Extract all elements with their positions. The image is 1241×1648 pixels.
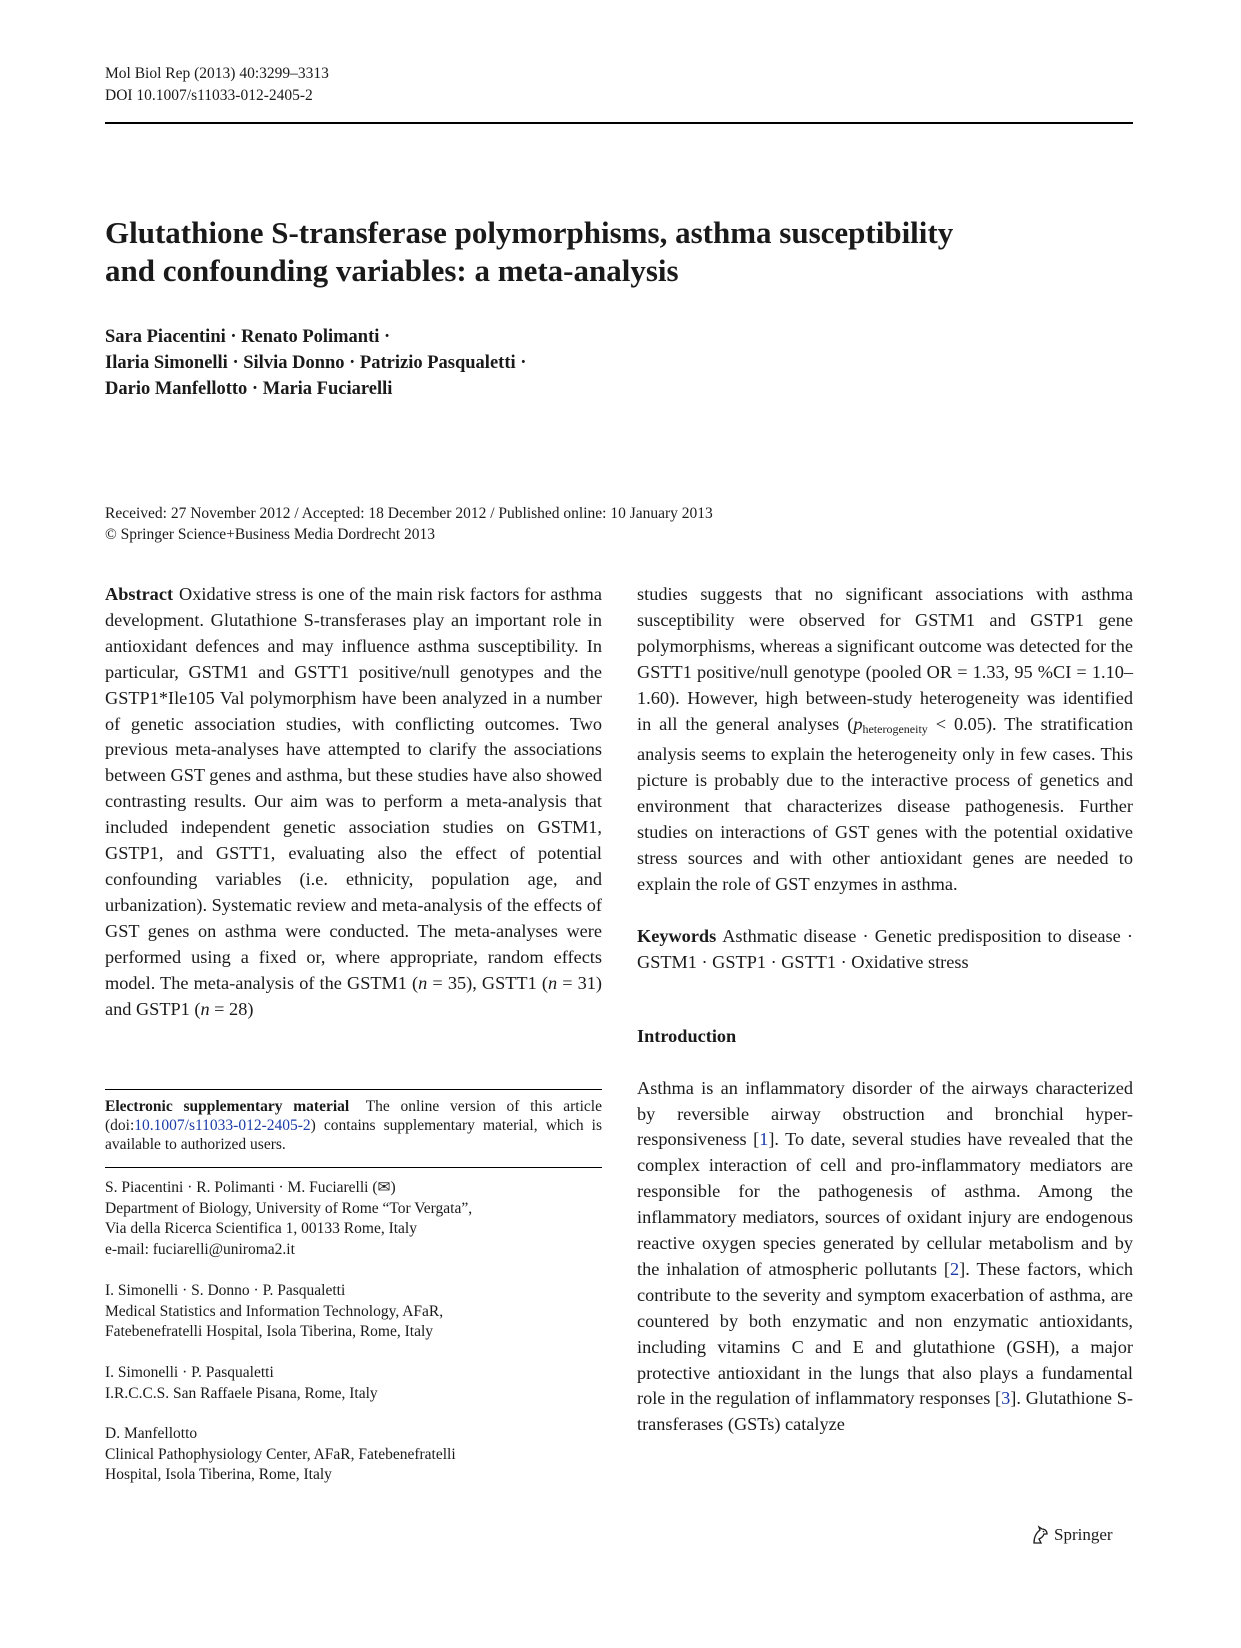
publisher-name: Springer xyxy=(1054,1525,1113,1544)
keywords-paragraph xyxy=(637,924,1133,976)
affiliation-names: S. Piacentini · R. Polimanti · M. Fuciarelli (✉) xyxy=(105,1179,396,1196)
abstract-continuation xyxy=(637,582,1133,898)
title-line-2: and confounding variables: a meta-analysis xyxy=(105,253,679,288)
abstract-text-left: Oxidative stress is one of the main risk factors for asthma development. Glutathione S-transferases play an important role in antioxidant defences and may influence asthma susceptibility. In particular, GSTM1 and GSTT1 positive/null genotypes and the GSTP1*Ile105 Val polymorphism have been analyzed in a number of genetic association studies, with conflicting outcomes. Two previous meta-analyses have attempted to clarify the associations between GST genes and asthma, but these studies have also showed contrasting results. Our aim was to perform a meta-analysis that included independent genetic association studies on GSTM1, GSTP1, and GSTT1, evaluating also the effect of potential confounding variables (i.e. ethnicity, population age, and urbanization). Systematic review and meta-analysis of the effects of GST genes on asthma were conducted. The meta-analyses were performed using a fixed or, where appropriate, random effects model. The meta-analysis of the xyxy=(105,584,602,993)
affiliation-line: Fatebenefratelli Hospital, Isola Tiberina, Rome, Italy xyxy=(105,1323,434,1340)
abstract-paragraph xyxy=(105,582,602,1022)
affiliation-line: I.R.C.C.S. San Raffaele Pisana, Rome, Italy xyxy=(105,1384,378,1402)
intro-text-1: Asthma is an inflammatory disorder of the airways characterized by reversible airway obstruction and bronchial hyper-responsiveness [ xyxy=(637,1077,1133,1150)
supplementary-text-before: The online version of this article (doi: xyxy=(105,1098,602,1134)
affiliation-line: Department of Biology, University of Rome “Tor Vergata”, xyxy=(105,1199,473,1217)
springer-logo xyxy=(1031,1525,1113,1545)
affiliation-names: I. Simonelli · P. Pasqualetti xyxy=(105,1364,274,1381)
affiliation-rule xyxy=(105,1167,602,1168)
p-subscript: heterogeneity xyxy=(862,721,928,736)
authors-line-3: Dario Manfellotto · Maria Fuciarelli xyxy=(105,379,393,399)
header-rule xyxy=(105,122,1133,124)
affiliation-email[interactable]: e-mail: fuciarelli@uniroma2.it xyxy=(105,1240,295,1258)
intro-text-2: ]. To date, several studies have revealed that the complex interaction of cell and pro-inflammatory mediators are responsible for the pathogenesis of asthma. Among the inflammatory mediators, sources of oxidant injury are endogenous reactive oxygen species generated by cellular metabolism and by the inhalation of atmospheric pollutants [ xyxy=(637,1129,1133,1279)
supplementary-text-after: ) contains supplementary material, which is available to authorized users. xyxy=(105,1117,602,1153)
keywords-label: Keywords xyxy=(637,925,717,946)
citation-link[interactable]: 3 xyxy=(1001,1388,1011,1409)
introduction-heading: Introduction xyxy=(637,1025,737,1046)
abstract-text-right-1: studies suggests that no significant associations with asthma susceptibility were observed for GSTM1 and GSTP1 gene polymorphisms, whereas a significant outcome was detected for the GSTT1 positive/null genotype (pooled OR = 1.33, 95 %CI = 1.10–1.60). However, high between-study heterogeneity was identified in all the general analyses ( xyxy=(637,584,1133,734)
author-list xyxy=(105,324,805,402)
intro-text-4: ]. Glutathione S-transferases (GSTs) catalyze xyxy=(637,1388,1133,1435)
abstract-text-right-2: < 0.05). The stratification analysis seems to explain the heterogeneity only in few cases. This picture is probably due to the interactive process of genetics and environment that characterizes disease pathogenesis. Further studies on interactions of GST genes with the potential oxidative stress sources and with other antioxidant genes are needed to explain the role of GST enzymes in asthma. xyxy=(637,713,1133,894)
doi-line: DOI 10.1007/s11033-012-2405-2 xyxy=(105,87,313,104)
journal-header xyxy=(105,63,329,107)
introduction-paragraph xyxy=(637,1076,1133,1439)
affiliation-line: Hospital, Isola Tiberina, Rome, Italy xyxy=(105,1466,332,1483)
n-symbol-3: n xyxy=(200,998,210,1019)
copyright-line: © Springer Science+Business Media Dordrecht 2013 xyxy=(105,526,436,543)
affiliation-block xyxy=(105,1281,602,1343)
publication-dates xyxy=(105,503,1105,545)
right-column xyxy=(637,582,1133,1438)
article-title xyxy=(105,214,1105,290)
journal-citation: Mol Biol Rep (2013) 40:3299–3313 xyxy=(105,65,329,82)
title-line-1: Glutathione S-transferase polymorphisms, asthma susceptibility xyxy=(105,215,954,250)
footnote-rule xyxy=(105,1089,602,1090)
affiliation-names: I. Simonelli · S. Donno · P. Pasqualetti xyxy=(105,1282,346,1299)
abstract-count-gstm1: = 35), GSTT1 ( xyxy=(427,972,548,993)
affiliation-block xyxy=(105,1363,602,1404)
left-column xyxy=(105,582,602,1022)
intro-text-3: ]. These factors, which contribute to the severity and symptom exacerbation of asthma, are countered by both enzymatic and non enzymatic antioxidants, including vitamins C and E and glutathione (GSH), a major protective antioxidant in the lungs that also plays a fundamental role in the regulation of inflammatory responses [ xyxy=(637,1258,1133,1409)
supplementary-label: Electronic supplementary material xyxy=(105,1098,350,1115)
history-line: Received: 27 November 2012 / Accepted: 18 December 2012 / Published online: 10 January 2013 xyxy=(105,505,713,522)
springer-horse-icon xyxy=(1031,1525,1049,1545)
n-symbol-2: n xyxy=(547,972,558,993)
affiliation-line: Medical Statistics and Information Technology, AFaR, xyxy=(105,1302,444,1320)
affiliation-line: Clinical Pathophysiology Center, AFaR, Fatebenefratelli xyxy=(105,1445,456,1463)
citation-link[interactable]: 1 xyxy=(759,1129,769,1150)
authors-line-1: Sara Piacentini · Renato Polimanti · xyxy=(105,327,391,347)
affiliation-block xyxy=(105,1178,602,1260)
abstract-count-gstp1: = 28) xyxy=(209,998,254,1019)
abstract-count-gstt1: = 31) and GSTP1 ( xyxy=(105,972,602,1019)
affiliation-block xyxy=(105,1424,602,1486)
n-symbol-1: n xyxy=(418,972,428,993)
supplementary-doi-link[interactable]: 10.1007/s11033-012-2405-2 xyxy=(134,1117,311,1134)
p-symbol: p xyxy=(853,713,863,734)
abstract-counts-start: GSTM1 ( xyxy=(347,972,419,993)
affiliation-line: Via della Ricerca Scientifica 1, 00133 Rome, Italy xyxy=(105,1220,417,1237)
abstract-label: Abstract xyxy=(105,584,174,604)
affiliation-names: D. Manfellotto xyxy=(105,1425,198,1442)
keywords-text: Asthmatic disease · Genetic predisposition to disease · GSTM1 · GSTP1 · GSTT1 · Oxidative stress xyxy=(637,925,1133,972)
authors-line-2: Ilaria Simonelli · Silvia Donno · Patrizio Pasqualetti · xyxy=(105,353,527,373)
supplementary-note xyxy=(105,1097,602,1154)
citation-link[interactable]: 2 xyxy=(950,1258,960,1279)
